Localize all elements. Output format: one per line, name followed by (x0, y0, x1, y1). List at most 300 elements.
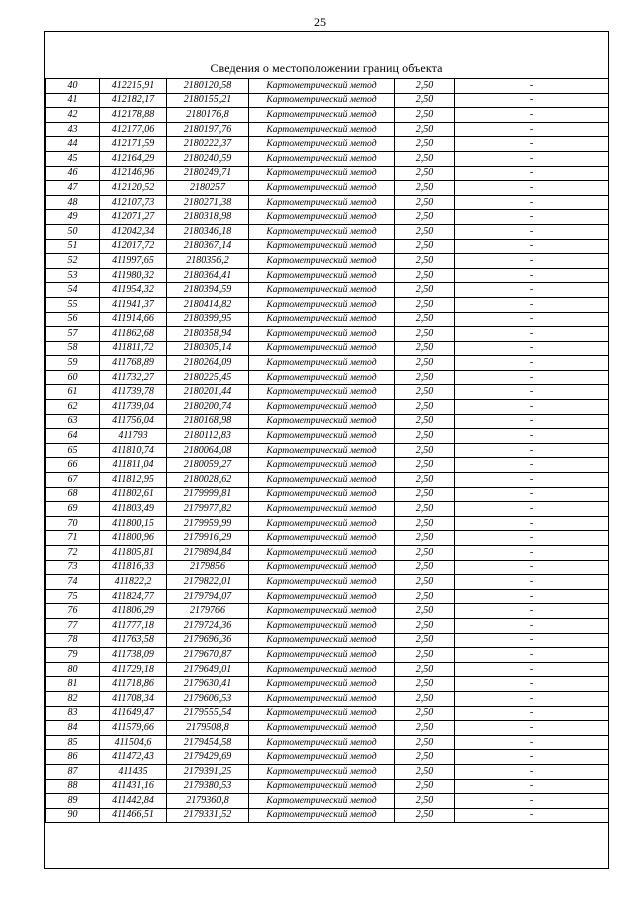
note-cell: - (455, 779, 609, 794)
y-coordinate-cell: 2179894,84 (167, 546, 249, 561)
x-coordinate-cell: 412120,52 (100, 181, 167, 196)
table-row (46, 312, 609, 327)
y-coordinate-cell: 2179959,99 (167, 516, 249, 531)
note-cell: - (455, 93, 609, 108)
method-cell: Картометрический метод (249, 794, 395, 809)
method-cell: Картометрический метод (249, 400, 395, 415)
note-cell: - (455, 677, 609, 692)
accuracy-cell: 2,50 (395, 691, 455, 706)
accuracy-cell: 2,50 (395, 706, 455, 721)
x-coordinate-cell: 411980,32 (100, 268, 167, 283)
method-cell: Картометрический метод (249, 487, 395, 502)
method-cell: Картометрический метод (249, 662, 395, 677)
point-number-cell: 70 (46, 516, 100, 531)
accuracy-cell: 2,50 (395, 283, 455, 298)
y-coordinate-cell: 2180120,58 (167, 79, 249, 94)
accuracy-cell: 2,50 (395, 779, 455, 794)
table-row (46, 589, 609, 604)
x-coordinate-cell: 411811,72 (100, 341, 167, 356)
point-number-cell: 71 (46, 531, 100, 546)
x-coordinate-cell: 411811,04 (100, 458, 167, 473)
y-coordinate-cell: 2179606,53 (167, 691, 249, 706)
note-cell: - (455, 166, 609, 181)
y-coordinate-cell: 2179380,53 (167, 779, 249, 794)
y-coordinate-cell: 2180257 (167, 181, 249, 196)
method-cell: Картометрический метод (249, 764, 395, 779)
note-cell: - (455, 618, 609, 633)
method-cell: Картометрический метод (249, 429, 395, 444)
accuracy-cell: 2,50 (395, 195, 455, 210)
table-row (46, 137, 609, 152)
note-cell: - (455, 633, 609, 648)
table-row (46, 531, 609, 546)
method-cell: Картометрический метод (249, 108, 395, 123)
table-row (46, 414, 609, 429)
point-number-cell: 68 (46, 487, 100, 502)
y-coordinate-cell: 2180271,38 (167, 195, 249, 210)
table-row (46, 691, 609, 706)
point-number-cell: 49 (46, 210, 100, 225)
method-cell: Картометрический метод (249, 648, 395, 663)
x-coordinate-cell: 412146,96 (100, 166, 167, 181)
accuracy-cell: 2,50 (395, 677, 455, 692)
table-row (46, 575, 609, 590)
table-row (46, 283, 609, 298)
note-cell: - (455, 808, 609, 823)
point-number-cell: 72 (46, 546, 100, 561)
y-coordinate-cell: 2180201,44 (167, 385, 249, 400)
accuracy-cell: 2,50 (395, 473, 455, 488)
point-number-cell: 59 (46, 356, 100, 371)
accuracy-cell: 2,50 (395, 516, 455, 531)
accuracy-cell: 2,50 (395, 662, 455, 677)
table-row (46, 750, 609, 765)
point-number-cell: 51 (46, 239, 100, 254)
x-coordinate-cell: 411763,58 (100, 633, 167, 648)
table-row (46, 370, 609, 385)
table-row (46, 458, 609, 473)
method-cell: Картометрический метод (249, 677, 395, 692)
x-coordinate-cell: 412164,29 (100, 151, 167, 166)
accuracy-cell: 2,50 (395, 239, 455, 254)
point-number-cell: 43 (46, 122, 100, 137)
note-cell: - (455, 283, 609, 298)
note-cell: - (455, 108, 609, 123)
y-coordinate-cell: 2180394,59 (167, 283, 249, 298)
accuracy-cell: 2,50 (395, 370, 455, 385)
page-number: 25 (314, 15, 326, 29)
y-coordinate-cell: 2180367,14 (167, 239, 249, 254)
note-cell: - (455, 151, 609, 166)
point-number-cell: 53 (46, 268, 100, 283)
accuracy-cell: 2,50 (395, 648, 455, 663)
x-coordinate-cell: 411805,81 (100, 546, 167, 561)
note-cell: - (455, 794, 609, 809)
accuracy-cell: 2,50 (395, 414, 455, 429)
x-coordinate-cell: 412182,17 (100, 93, 167, 108)
method-cell: Картометрический метод (249, 297, 395, 312)
point-number-cell: 64 (46, 429, 100, 444)
table-row (46, 327, 609, 342)
note-cell: - (455, 560, 609, 575)
point-number-cell: 73 (46, 560, 100, 575)
x-coordinate-cell: 411504,6 (100, 735, 167, 750)
accuracy-cell: 2,50 (395, 735, 455, 750)
accuracy-cell: 2,50 (395, 356, 455, 371)
accuracy-cell: 2,50 (395, 808, 455, 823)
point-number-cell: 90 (46, 808, 100, 823)
method-cell: Картометрический метод (249, 618, 395, 633)
x-coordinate-cell: 411822,2 (100, 575, 167, 590)
accuracy-cell: 2,50 (395, 268, 455, 283)
note-cell: - (455, 414, 609, 429)
method-cell: Картометрический метод (249, 370, 395, 385)
x-coordinate-cell: 411718,86 (100, 677, 167, 692)
point-number-cell: 66 (46, 458, 100, 473)
point-number-cell: 69 (46, 502, 100, 517)
accuracy-cell: 2,50 (395, 721, 455, 736)
table-row (46, 648, 609, 663)
y-coordinate-cell: 2180264,09 (167, 356, 249, 371)
note-cell: - (455, 604, 609, 619)
accuracy-cell: 2,50 (395, 618, 455, 633)
x-coordinate-cell: 411738,09 (100, 648, 167, 663)
note-cell: - (455, 546, 609, 561)
note-cell: - (455, 341, 609, 356)
point-number-cell: 57 (46, 327, 100, 342)
table-row (46, 239, 609, 254)
table-row (46, 79, 609, 94)
note-cell: - (455, 473, 609, 488)
x-coordinate-cell: 411802,61 (100, 487, 167, 502)
note-cell: - (455, 327, 609, 342)
y-coordinate-cell: 2180346,18 (167, 224, 249, 239)
accuracy-cell: 2,50 (395, 210, 455, 225)
x-coordinate-cell: 411777,18 (100, 618, 167, 633)
table-row (46, 473, 609, 488)
point-number-cell: 47 (46, 181, 100, 196)
accuracy-cell: 2,50 (395, 166, 455, 181)
point-number-cell: 67 (46, 473, 100, 488)
note-cell: - (455, 400, 609, 415)
table-row (46, 808, 609, 823)
method-cell: Картометрический метод (249, 327, 395, 342)
point-number-cell: 81 (46, 677, 100, 692)
y-coordinate-cell: 2180305,14 (167, 341, 249, 356)
method-cell: Картометрический метод (249, 516, 395, 531)
x-coordinate-cell: 412017,72 (100, 239, 167, 254)
accuracy-cell: 2,50 (395, 531, 455, 546)
method-cell: Картометрический метод (249, 254, 395, 269)
method-cell: Картометрический метод (249, 604, 395, 619)
accuracy-cell: 2,50 (395, 458, 455, 473)
x-coordinate-cell: 411941,37 (100, 297, 167, 312)
method-cell: Картометрический метод (249, 151, 395, 166)
point-number-cell: 61 (46, 385, 100, 400)
y-coordinate-cell: 2179454,58 (167, 735, 249, 750)
accuracy-cell: 2,50 (395, 122, 455, 137)
table-row (46, 254, 609, 269)
x-coordinate-cell: 411800,15 (100, 516, 167, 531)
method-cell: Картометрический метод (249, 239, 395, 254)
x-coordinate-cell: 411732,27 (100, 370, 167, 385)
x-coordinate-cell: 411649,47 (100, 706, 167, 721)
note-cell: - (455, 721, 609, 736)
table-row (46, 546, 609, 561)
table-row (46, 487, 609, 502)
method-cell: Картометрический метод (249, 166, 395, 181)
y-coordinate-cell: 2180197,76 (167, 122, 249, 137)
method-cell: Картометрический метод (249, 122, 395, 137)
x-coordinate-cell: 411442,84 (100, 794, 167, 809)
note-cell: - (455, 458, 609, 473)
point-number-cell: 56 (46, 312, 100, 327)
x-coordinate-cell: 412071,27 (100, 210, 167, 225)
x-coordinate-cell: 411739,04 (100, 400, 167, 415)
note-cell: - (455, 575, 609, 590)
method-cell: Картометрический метод (249, 750, 395, 765)
point-number-cell: 84 (46, 721, 100, 736)
x-coordinate-cell: 411739,78 (100, 385, 167, 400)
point-number-cell: 89 (46, 794, 100, 809)
accuracy-cell: 2,50 (395, 151, 455, 166)
table-row (46, 633, 609, 648)
accuracy-cell: 2,50 (395, 108, 455, 123)
x-coordinate-cell: 411816,33 (100, 560, 167, 575)
coordinates-table-body (46, 79, 609, 823)
point-number-cell: 40 (46, 79, 100, 94)
point-number-cell: 55 (46, 297, 100, 312)
method-cell: Картометрический метод (249, 706, 395, 721)
method-cell: Картометрический метод (249, 502, 395, 517)
note-cell: - (455, 487, 609, 502)
point-number-cell: 58 (46, 341, 100, 356)
note-cell: - (455, 662, 609, 677)
accuracy-cell: 2,50 (395, 137, 455, 152)
point-number-cell: 44 (46, 137, 100, 152)
method-cell: Картометрический метод (249, 721, 395, 736)
point-number-cell: 62 (46, 400, 100, 415)
table-row (46, 93, 609, 108)
note-cell: - (455, 648, 609, 663)
y-coordinate-cell: 2179555,54 (167, 706, 249, 721)
note-cell: - (455, 691, 609, 706)
point-number-cell: 45 (46, 151, 100, 166)
x-coordinate-cell: 411756,04 (100, 414, 167, 429)
point-number-cell: 54 (46, 283, 100, 298)
x-coordinate-cell: 411862,68 (100, 327, 167, 342)
x-coordinate-cell: 412042,34 (100, 224, 167, 239)
y-coordinate-cell: 2180358,94 (167, 327, 249, 342)
method-cell: Картометрический метод (249, 137, 395, 152)
method-cell: Картометрический метод (249, 546, 395, 561)
point-number-cell: 78 (46, 633, 100, 648)
accuracy-cell: 2,50 (395, 312, 455, 327)
note-cell: - (455, 181, 609, 196)
document-frame (44, 31, 609, 869)
x-coordinate-cell: 411812,95 (100, 473, 167, 488)
x-coordinate-cell: 412171,59 (100, 137, 167, 152)
table-row (46, 385, 609, 400)
method-cell: Картометрический метод (249, 414, 395, 429)
accuracy-cell: 2,50 (395, 750, 455, 765)
x-coordinate-cell: 411435 (100, 764, 167, 779)
y-coordinate-cell: 2180112,83 (167, 429, 249, 444)
y-coordinate-cell: 2180356,2 (167, 254, 249, 269)
method-cell: Картометрический метод (249, 633, 395, 648)
accuracy-cell: 2,50 (395, 93, 455, 108)
x-coordinate-cell: 411466,51 (100, 808, 167, 823)
accuracy-cell: 2,50 (395, 575, 455, 590)
note-cell: - (455, 79, 609, 94)
y-coordinate-cell: 2179724,36 (167, 618, 249, 633)
x-coordinate-cell: 411806,29 (100, 604, 167, 619)
table-row (46, 677, 609, 692)
note-cell: - (455, 429, 609, 444)
accuracy-cell: 2,50 (395, 502, 455, 517)
table-row (46, 794, 609, 809)
x-coordinate-cell: 412178,88 (100, 108, 167, 123)
method-cell: Картометрический метод (249, 808, 395, 823)
method-cell: Картометрический метод (249, 210, 395, 225)
table-row (46, 779, 609, 794)
x-coordinate-cell: 411914,66 (100, 312, 167, 327)
accuracy-cell: 2,50 (395, 633, 455, 648)
x-coordinate-cell: 411824,77 (100, 589, 167, 604)
point-number-cell: 87 (46, 764, 100, 779)
point-number-cell: 41 (46, 93, 100, 108)
point-number-cell: 76 (46, 604, 100, 619)
point-number-cell: 83 (46, 706, 100, 721)
y-coordinate-cell: 2179696,36 (167, 633, 249, 648)
accuracy-cell: 2,50 (395, 429, 455, 444)
method-cell: Картометрический метод (249, 779, 395, 794)
table-row (46, 108, 609, 123)
note-cell: - (455, 312, 609, 327)
note-cell: - (455, 122, 609, 137)
note-cell: - (455, 385, 609, 400)
table-row (46, 604, 609, 619)
method-cell: Картометрический метод (249, 691, 395, 706)
table-row (46, 341, 609, 356)
method-cell: Картометрический метод (249, 735, 395, 750)
point-number-cell: 77 (46, 618, 100, 633)
x-coordinate-cell: 412215,91 (100, 79, 167, 94)
note-cell: - (455, 370, 609, 385)
table-row (46, 400, 609, 415)
table-row (46, 721, 609, 736)
y-coordinate-cell: 2179977,82 (167, 502, 249, 517)
note-cell: - (455, 502, 609, 517)
table-row (46, 706, 609, 721)
x-coordinate-cell: 411793 (100, 429, 167, 444)
x-coordinate-cell: 412107,73 (100, 195, 167, 210)
accuracy-cell: 2,50 (395, 385, 455, 400)
point-number-cell: 46 (46, 166, 100, 181)
accuracy-cell: 2,50 (395, 297, 455, 312)
method-cell: Картометрический метод (249, 560, 395, 575)
table-row (46, 502, 609, 517)
x-coordinate-cell: 411768,89 (100, 356, 167, 371)
accuracy-cell: 2,50 (395, 604, 455, 619)
y-coordinate-cell: 2179630,41 (167, 677, 249, 692)
y-coordinate-cell: 2180318,98 (167, 210, 249, 225)
x-coordinate-cell: 411729,18 (100, 662, 167, 677)
y-coordinate-cell: 2179670,87 (167, 648, 249, 663)
x-coordinate-cell: 411810,74 (100, 443, 167, 458)
point-number-cell: 74 (46, 575, 100, 590)
point-number-cell: 80 (46, 662, 100, 677)
table-row (46, 764, 609, 779)
note-cell: - (455, 224, 609, 239)
note-cell: - (455, 735, 609, 750)
method-cell: Картометрический метод (249, 356, 395, 371)
method-cell: Картометрический метод (249, 341, 395, 356)
note-cell: - (455, 254, 609, 269)
note-cell: - (455, 210, 609, 225)
accuracy-cell: 2,50 (395, 181, 455, 196)
table-row (46, 224, 609, 239)
point-number-cell: 75 (46, 589, 100, 604)
table-row (46, 122, 609, 137)
method-cell: Картометрический метод (249, 181, 395, 196)
y-coordinate-cell: 2180064,08 (167, 443, 249, 458)
y-coordinate-cell: 2180059,27 (167, 458, 249, 473)
point-number-cell: 86 (46, 750, 100, 765)
y-coordinate-cell: 2179508,8 (167, 721, 249, 736)
accuracy-cell: 2,50 (395, 341, 455, 356)
x-coordinate-cell: 411800,96 (100, 531, 167, 546)
note-cell: - (455, 356, 609, 371)
method-cell: Картометрический метод (249, 79, 395, 94)
point-number-cell: 42 (46, 108, 100, 123)
note-cell: - (455, 531, 609, 546)
note-cell: - (455, 443, 609, 458)
table-row (46, 516, 609, 531)
table-row (46, 443, 609, 458)
table-row (46, 210, 609, 225)
point-number-cell: 79 (46, 648, 100, 663)
table-row (46, 151, 609, 166)
y-coordinate-cell: 2180028,62 (167, 473, 249, 488)
point-number-cell: 65 (46, 443, 100, 458)
point-number-cell: 63 (46, 414, 100, 429)
table-row (46, 429, 609, 444)
note-cell: - (455, 750, 609, 765)
method-cell: Картометрический метод (249, 385, 395, 400)
method-cell: Картометрический метод (249, 312, 395, 327)
note-cell: - (455, 239, 609, 254)
accuracy-cell: 2,50 (395, 327, 455, 342)
point-number-cell: 82 (46, 691, 100, 706)
table-row (46, 735, 609, 750)
accuracy-cell: 2,50 (395, 487, 455, 502)
x-coordinate-cell: 412177,06 (100, 122, 167, 137)
y-coordinate-cell: 2179794,07 (167, 589, 249, 604)
note-cell: - (455, 195, 609, 210)
table-row (46, 297, 609, 312)
y-coordinate-cell: 2180399,95 (167, 312, 249, 327)
point-number-cell: 60 (46, 370, 100, 385)
y-coordinate-cell: 2180200,74 (167, 400, 249, 415)
y-coordinate-cell: 2180225,45 (167, 370, 249, 385)
y-coordinate-cell: 2179856 (167, 560, 249, 575)
y-coordinate-cell: 2180364,41 (167, 268, 249, 283)
note-cell: - (455, 137, 609, 152)
y-coordinate-cell: 2180168,98 (167, 414, 249, 429)
accuracy-cell: 2,50 (395, 794, 455, 809)
y-coordinate-cell: 2179999,81 (167, 487, 249, 502)
